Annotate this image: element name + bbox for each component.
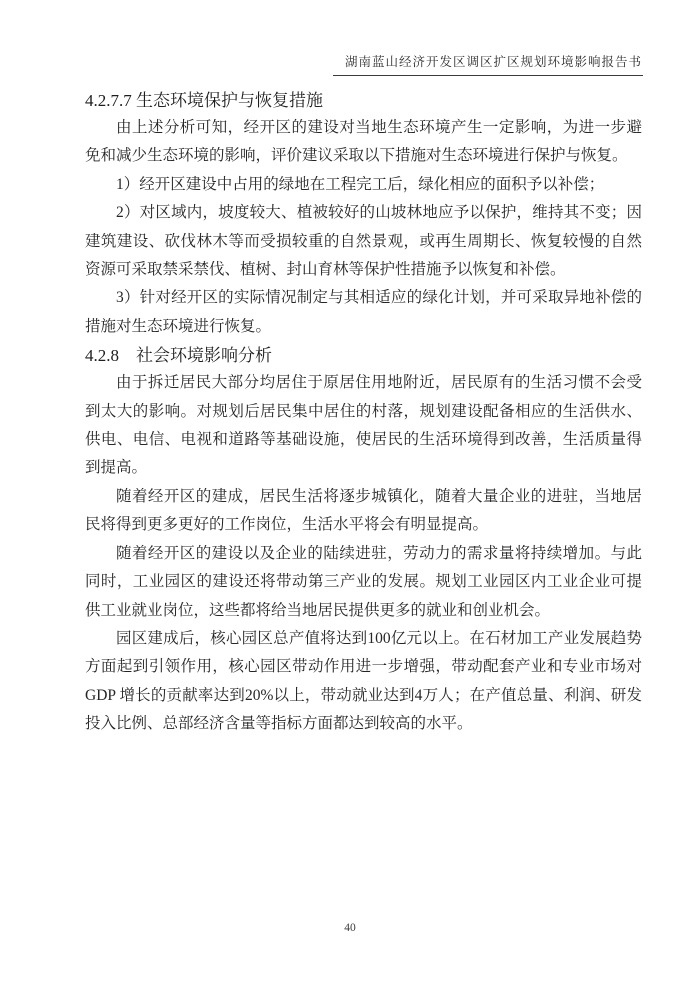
paragraph-resettlement: 由于拆迁居民大部分均居住于原居住用地附近，居民原有的生活习惯不会受到太大的影响。对规划后居民集中居住的村落，规划建设配备相应的生活供水、供电、电信、电视和道路等基础设施，使居民的生活环境得到改善，生活质量得到提高。 <box>85 374 642 477</box>
section-heading-4-2-7-7: 4.2.7.7 生态环境保护与恢复措施 <box>85 91 323 110</box>
list-item-2: 2）对区域内，坡度较大、植被较好的山坡林地应予以保护，维持其不变；因建筑建设、砍伐林木等而受损较重的自然景观，或再生周期长、恢复较慢的自然资源可采取禁采禁伐、植树、封山育林等保护性措施予以恢复和补偿。 <box>85 204 642 279</box>
section-heading-4-2-8: 4.2.8 社会环境影响分析 <box>85 346 272 366</box>
running-header-title: 湖南蓝山经济开发区调区扩区规划环境影响报告书 <box>333 52 643 76</box>
page-number: 40 <box>344 922 356 934</box>
list-item-3: 3）针对经开区的实际情况制定与其相适应的绿化计划，并可采取异地补偿的措施对生态环境进行恢复。 <box>85 289 642 335</box>
running-header <box>0 52 643 76</box>
paragraph-eco-intro: 由上述分析可知，经开区的建设对当地生态环境产生一定影响，为进一步避免和减少生态环境的影响，评价建议采取以下措施对生态环境进行保护与恢复。 <box>85 119 642 165</box>
paragraph-urbanization: 随着经开区的建成，居民生活将逐步城镇化，随着大量企业的进驻，当地居民将得到更多更好的工作岗位，生活水平将会有明显提高。 <box>85 487 642 534</box>
document-body <box>85 88 642 739</box>
paragraph-economy: 园区建成后，核心园区总产值将达到100亿元以上。在石材加工产业发展趋势方面起到引领作用，核心园区带动作用进一步增强，带动配套产业和专业市场对 GDP 增长的贡献率达到20%以上，带动就业达到4万人；在产值总量、利润、研发投入比例、总部经济含量等指标方面都达到较高的水平。 <box>85 629 642 733</box>
list-item-1: 1）经开区建设中占用的绿地在工程完工后，绿化相应的面积予以补偿； <box>116 175 605 193</box>
paragraph-employment: 随着经开区的建设以及企业的陆续进驻，劳动力的需求量将持续增加。与此同时，工业园区的建设还将带动第三产业的发展。规划工业园区内工业企业可提供工业就业岗位，这些都将给当地居民提供更多的就业和创业机会。 <box>85 544 642 619</box>
